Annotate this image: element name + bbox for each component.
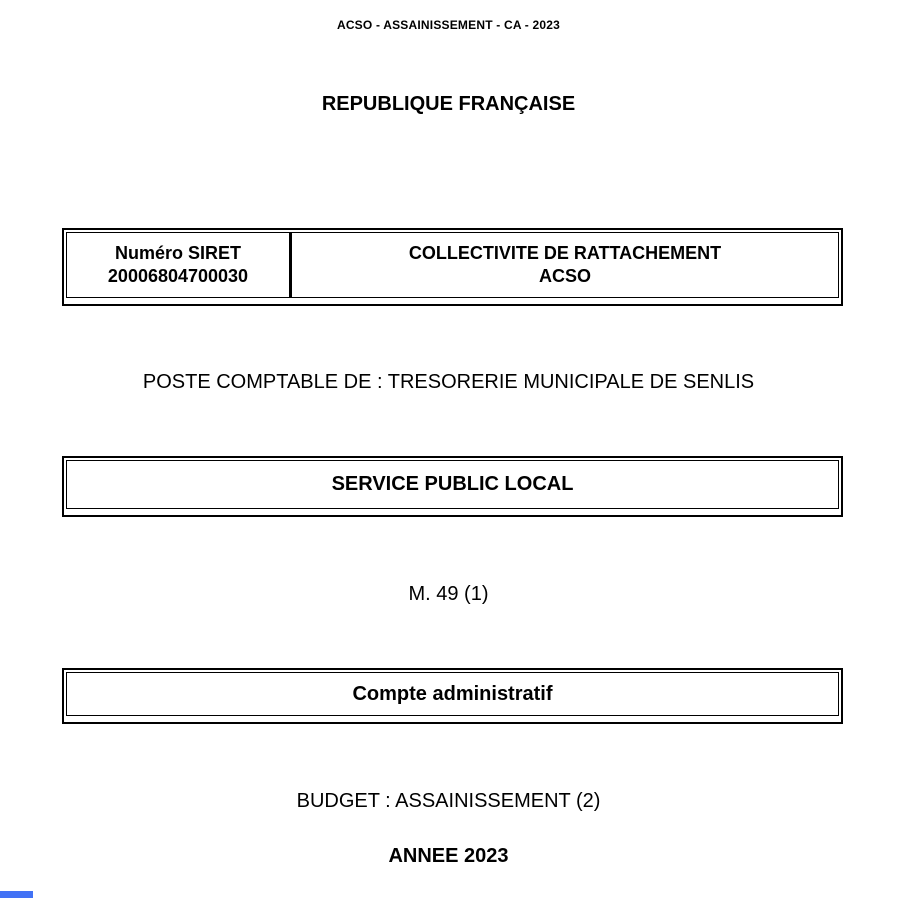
compte-administratif-box-inner [66,672,839,716]
republic-title: REPUBLIQUE FRANÇAISE [321,93,576,115]
collectivite-label: COLLECTIVITE DE RATTACHEMENT [408,242,722,263]
siret-number: 20006804700030 [107,266,249,286]
nomenclature-reference: M. 49 (1) [408,583,489,605]
siret-cell [67,233,289,297]
budget-line: BUDGET : ASSAINISSEMENT (2) [296,790,601,812]
service-public-box-inner [66,460,839,509]
loading-accent-bar [0,891,33,898]
poste-comptable-line: POSTE COMPTABLE DE : TRESORERIE MUNICIPALE DE SENLIS [142,371,755,393]
compte-administratif-box [62,668,843,724]
service-public-box [62,456,843,517]
compte-administratif-title: Compte administratif [352,682,553,705]
collectivite-name: ACSO [538,266,591,286]
document-running-header: ACSO - ASSAINISSEMENT - CA - 2023 [336,18,561,32]
service-public-title: SERVICE PUBLIC LOCAL [331,473,574,495]
year-line: ANNEE 2023 [388,845,509,867]
siret-label: Numéro SIRET [114,242,242,263]
collectivite-cell [292,233,838,297]
collectivite-table-inner [66,232,839,298]
collectivite-table [62,228,843,306]
